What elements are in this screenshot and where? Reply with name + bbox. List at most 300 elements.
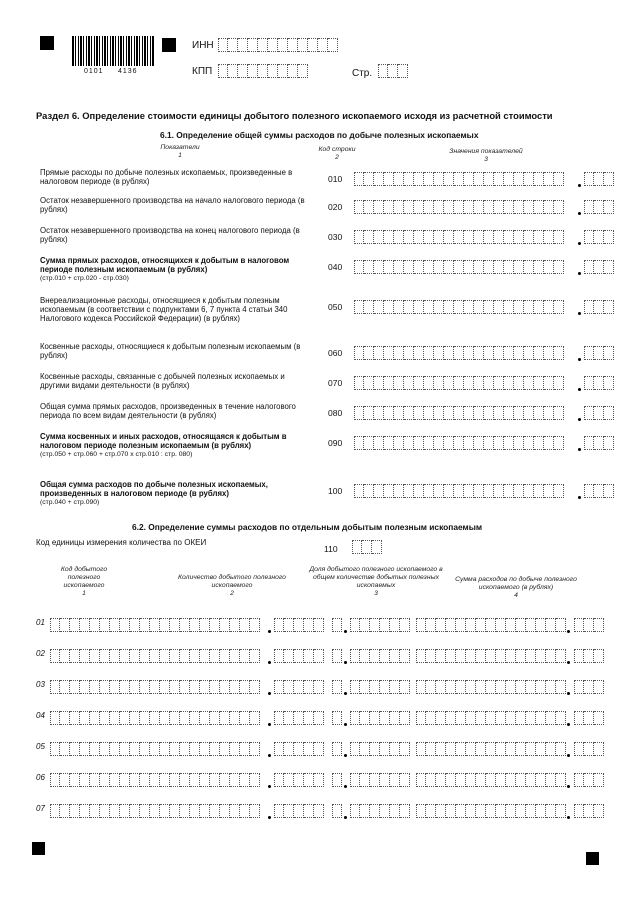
- input-cell[interactable]: [454, 200, 464, 214]
- input-cell[interactable]: [494, 484, 504, 498]
- input-cell[interactable]: [80, 649, 90, 663]
- input-cell[interactable]: [524, 376, 534, 390]
- input-cell[interactable]: [304, 742, 314, 756]
- input-cell[interactable]: [534, 376, 544, 390]
- input-cell[interactable]: [220, 804, 230, 818]
- input-cell[interactable]: [304, 618, 314, 632]
- input-cell[interactable]: [200, 804, 210, 818]
- share-integer-field[interactable]: [332, 680, 342, 694]
- input-cell[interactable]: [210, 773, 220, 787]
- input-cell[interactable]: [200, 742, 210, 756]
- input-cell[interactable]: [416, 680, 426, 694]
- input-cell[interactable]: [150, 742, 160, 756]
- input-cell[interactable]: [354, 406, 364, 420]
- input-cell[interactable]: [494, 346, 504, 360]
- input-cell[interactable]: [546, 773, 556, 787]
- expense-integer-field[interactable]: [416, 618, 566, 632]
- input-cell[interactable]: [400, 742, 410, 756]
- input-cell[interactable]: [424, 300, 434, 314]
- input-cell[interactable]: [354, 200, 364, 214]
- input-cell[interactable]: [140, 742, 150, 756]
- input-cell[interactable]: [514, 230, 524, 244]
- input-cell[interactable]: [220, 649, 230, 663]
- input-cell[interactable]: [416, 649, 426, 663]
- input-cell[interactable]: [594, 300, 604, 314]
- input-cell[interactable]: [456, 742, 466, 756]
- input-cell[interactable]: [504, 436, 514, 450]
- input-cell[interactable]: [350, 649, 360, 663]
- value-fraction-field[interactable]: [584, 230, 614, 244]
- input-cell[interactable]: [544, 346, 554, 360]
- input-cell[interactable]: [424, 406, 434, 420]
- input-cell[interactable]: [218, 64, 228, 78]
- input-cell[interactable]: [190, 618, 200, 632]
- input-cell[interactable]: [90, 804, 100, 818]
- input-cell[interactable]: [130, 618, 140, 632]
- input-cell[interactable]: [400, 649, 410, 663]
- input-cell[interactable]: [546, 618, 556, 632]
- input-cell[interactable]: [250, 618, 260, 632]
- input-cell[interactable]: [414, 300, 424, 314]
- input-cell[interactable]: [190, 804, 200, 818]
- input-cell[interactable]: [594, 773, 604, 787]
- input-cell[interactable]: [180, 804, 190, 818]
- inn-field[interactable]: [218, 38, 338, 52]
- input-cell[interactable]: [374, 346, 384, 360]
- input-cell[interactable]: [370, 742, 380, 756]
- input-cell[interactable]: [556, 649, 566, 663]
- input-cell[interactable]: [364, 346, 374, 360]
- input-cell[interactable]: [444, 436, 454, 450]
- input-cell[interactable]: [404, 376, 414, 390]
- input-cell[interactable]: [436, 649, 446, 663]
- input-cell[interactable]: [414, 436, 424, 450]
- input-cell[interactable]: [584, 406, 594, 420]
- input-cell[interactable]: [434, 200, 444, 214]
- input-cell[interactable]: [436, 773, 446, 787]
- input-cell[interactable]: [50, 773, 60, 787]
- input-cell[interactable]: [350, 773, 360, 787]
- input-cell[interactable]: [594, 230, 604, 244]
- quantity-integer-field[interactable]: [50, 804, 260, 818]
- input-cell[interactable]: [494, 200, 504, 214]
- input-cell[interactable]: [496, 804, 506, 818]
- input-cell[interactable]: [130, 680, 140, 694]
- input-cell[interactable]: [130, 711, 140, 725]
- input-cell[interactable]: [180, 773, 190, 787]
- input-cell[interactable]: [454, 376, 464, 390]
- input-cell[interactable]: [210, 649, 220, 663]
- input-cell[interactable]: [374, 260, 384, 274]
- value-integer-field[interactable]: [354, 260, 564, 274]
- input-cell[interactable]: [268, 38, 278, 52]
- input-cell[interactable]: [372, 540, 382, 554]
- input-cell[interactable]: [584, 804, 594, 818]
- input-cell[interactable]: [516, 618, 526, 632]
- input-cell[interactable]: [90, 711, 100, 725]
- input-cell[interactable]: [380, 773, 390, 787]
- input-cell[interactable]: [230, 804, 240, 818]
- input-cell[interactable]: [484, 436, 494, 450]
- input-cell[interactable]: [100, 680, 110, 694]
- input-cell[interactable]: [374, 200, 384, 214]
- quantity-integer-field[interactable]: [50, 742, 260, 756]
- input-cell[interactable]: [464, 346, 474, 360]
- input-cell[interactable]: [400, 711, 410, 725]
- input-cell[interactable]: [534, 300, 544, 314]
- input-cell[interactable]: [554, 172, 564, 186]
- input-cell[interactable]: [466, 773, 476, 787]
- input-cell[interactable]: [524, 200, 534, 214]
- input-cell[interactable]: [484, 172, 494, 186]
- input-cell[interactable]: [426, 618, 436, 632]
- input-cell[interactable]: [170, 649, 180, 663]
- input-cell[interactable]: [180, 618, 190, 632]
- input-cell[interactable]: [526, 773, 536, 787]
- input-cell[interactable]: [514, 300, 524, 314]
- input-cell[interactable]: [484, 300, 494, 314]
- input-cell[interactable]: [210, 680, 220, 694]
- input-cell[interactable]: [332, 742, 342, 756]
- input-cell[interactable]: [140, 773, 150, 787]
- input-cell[interactable]: [544, 436, 554, 450]
- input-cell[interactable]: [140, 711, 150, 725]
- input-cell[interactable]: [414, 484, 424, 498]
- input-cell[interactable]: [496, 618, 506, 632]
- input-cell[interactable]: [486, 649, 496, 663]
- input-cell[interactable]: [110, 711, 120, 725]
- input-cell[interactable]: [524, 484, 534, 498]
- input-cell[interactable]: [398, 64, 408, 78]
- input-cell[interactable]: [70, 711, 80, 725]
- input-cell[interactable]: [394, 346, 404, 360]
- input-cell[interactable]: [484, 260, 494, 274]
- input-cell[interactable]: [268, 64, 278, 78]
- input-cell[interactable]: [514, 436, 524, 450]
- input-cell[interactable]: [332, 618, 342, 632]
- input-cell[interactable]: [594, 200, 604, 214]
- input-cell[interactable]: [60, 773, 70, 787]
- input-cell[interactable]: [604, 346, 614, 360]
- quantity-fraction-field[interactable]: [274, 773, 324, 787]
- quantity-fraction-field[interactable]: [274, 742, 324, 756]
- input-cell[interactable]: [70, 773, 80, 787]
- input-cell[interactable]: [594, 406, 604, 420]
- input-cell[interactable]: [524, 346, 534, 360]
- input-cell[interactable]: [446, 804, 456, 818]
- input-cell[interactable]: [584, 773, 594, 787]
- input-cell[interactable]: [464, 200, 474, 214]
- input-cell[interactable]: [210, 742, 220, 756]
- input-cell[interactable]: [534, 484, 544, 498]
- input-cell[interactable]: [526, 649, 536, 663]
- input-cell[interactable]: [190, 711, 200, 725]
- input-cell[interactable]: [380, 742, 390, 756]
- input-cell[interactable]: [60, 711, 70, 725]
- input-cell[interactable]: [504, 260, 514, 274]
- input-cell[interactable]: [380, 649, 390, 663]
- input-cell[interactable]: [494, 260, 504, 274]
- input-cell[interactable]: [394, 200, 404, 214]
- share-integer-field[interactable]: [332, 773, 342, 787]
- input-cell[interactable]: [350, 804, 360, 818]
- input-cell[interactable]: [364, 230, 374, 244]
- input-cell[interactable]: [544, 376, 554, 390]
- input-cell[interactable]: [390, 680, 400, 694]
- input-cell[interactable]: [110, 742, 120, 756]
- value-integer-field[interactable]: [354, 484, 564, 498]
- input-cell[interactable]: [546, 649, 556, 663]
- input-cell[interactable]: [454, 406, 464, 420]
- input-cell[interactable]: [240, 618, 250, 632]
- input-cell[interactable]: [536, 773, 546, 787]
- input-cell[interactable]: [364, 376, 374, 390]
- input-cell[interactable]: [464, 484, 474, 498]
- input-cell[interactable]: [314, 773, 324, 787]
- input-cell[interactable]: [278, 64, 288, 78]
- input-cell[interactable]: [434, 260, 444, 274]
- input-cell[interactable]: [150, 618, 160, 632]
- input-cell[interactable]: [400, 680, 410, 694]
- input-cell[interactable]: [604, 300, 614, 314]
- input-cell[interactable]: [594, 260, 604, 274]
- input-cell[interactable]: [474, 406, 484, 420]
- input-cell[interactable]: [384, 346, 394, 360]
- input-cell[interactable]: [416, 804, 426, 818]
- input-cell[interactable]: [554, 376, 564, 390]
- input-cell[interactable]: [554, 300, 564, 314]
- share-integer-field[interactable]: [332, 711, 342, 725]
- input-cell[interactable]: [70, 680, 80, 694]
- input-cell[interactable]: [150, 649, 160, 663]
- input-cell[interactable]: [240, 773, 250, 787]
- input-cell[interactable]: [446, 742, 456, 756]
- input-cell[interactable]: [534, 346, 544, 360]
- input-cell[interactable]: [544, 230, 554, 244]
- input-cell[interactable]: [554, 406, 564, 420]
- input-cell[interactable]: [328, 38, 338, 52]
- input-cell[interactable]: [494, 376, 504, 390]
- input-cell[interactable]: [120, 680, 130, 694]
- input-cell[interactable]: [70, 804, 80, 818]
- input-cell[interactable]: [476, 680, 486, 694]
- input-cell[interactable]: [220, 680, 230, 694]
- input-cell[interactable]: [394, 436, 404, 450]
- share-fraction-field[interactable]: [350, 618, 410, 632]
- input-cell[interactable]: [514, 484, 524, 498]
- input-cell[interactable]: [388, 64, 398, 78]
- input-cell[interactable]: [474, 260, 484, 274]
- input-cell[interactable]: [574, 711, 584, 725]
- input-cell[interactable]: [446, 649, 456, 663]
- input-cell[interactable]: [278, 38, 288, 52]
- input-cell[interactable]: [370, 804, 380, 818]
- input-cell[interactable]: [100, 742, 110, 756]
- input-cell[interactable]: [594, 742, 604, 756]
- expense-integer-field[interactable]: [416, 742, 566, 756]
- input-cell[interactable]: [424, 230, 434, 244]
- input-cell[interactable]: [274, 649, 284, 663]
- input-cell[interactable]: [434, 230, 444, 244]
- input-cell[interactable]: [274, 618, 284, 632]
- input-cell[interactable]: [394, 376, 404, 390]
- input-cell[interactable]: [380, 680, 390, 694]
- input-cell[interactable]: [160, 680, 170, 694]
- input-cell[interactable]: [416, 711, 426, 725]
- input-cell[interactable]: [516, 649, 526, 663]
- input-cell[interactable]: [486, 618, 496, 632]
- input-cell[interactable]: [416, 773, 426, 787]
- input-cell[interactable]: [494, 230, 504, 244]
- input-cell[interactable]: [294, 711, 304, 725]
- input-cell[interactable]: [384, 484, 394, 498]
- input-cell[interactable]: [404, 346, 414, 360]
- input-cell[interactable]: [220, 618, 230, 632]
- input-cell[interactable]: [304, 804, 314, 818]
- input-cell[interactable]: [360, 711, 370, 725]
- input-cell[interactable]: [130, 742, 140, 756]
- input-cell[interactable]: [394, 484, 404, 498]
- input-cell[interactable]: [554, 230, 564, 244]
- share-fraction-field[interactable]: [350, 773, 410, 787]
- input-cell[interactable]: [444, 260, 454, 274]
- expense-fraction-field[interactable]: [574, 804, 604, 818]
- input-cell[interactable]: [160, 742, 170, 756]
- input-cell[interactable]: [332, 649, 342, 663]
- input-cell[interactable]: [536, 618, 546, 632]
- input-cell[interactable]: [594, 376, 604, 390]
- input-cell[interactable]: [426, 711, 436, 725]
- input-cell[interactable]: [484, 230, 494, 244]
- input-cell[interactable]: [506, 742, 516, 756]
- input-cell[interactable]: [404, 300, 414, 314]
- input-cell[interactable]: [240, 804, 250, 818]
- input-cell[interactable]: [516, 680, 526, 694]
- input-cell[interactable]: [516, 711, 526, 725]
- input-cell[interactable]: [584, 436, 594, 450]
- input-cell[interactable]: [230, 618, 240, 632]
- input-cell[interactable]: [50, 618, 60, 632]
- quantity-fraction-field[interactable]: [274, 804, 324, 818]
- input-cell[interactable]: [604, 230, 614, 244]
- input-cell[interactable]: [424, 346, 434, 360]
- input-cell[interactable]: [360, 804, 370, 818]
- input-cell[interactable]: [584, 260, 594, 274]
- input-cell[interactable]: [476, 773, 486, 787]
- input-cell[interactable]: [546, 804, 556, 818]
- input-cell[interactable]: [524, 406, 534, 420]
- expense-fraction-field[interactable]: [574, 711, 604, 725]
- input-cell[interactable]: [456, 711, 466, 725]
- input-cell[interactable]: [554, 260, 564, 274]
- input-cell[interactable]: [314, 680, 324, 694]
- input-cell[interactable]: [444, 484, 454, 498]
- input-cell[interactable]: [250, 804, 260, 818]
- input-cell[interactable]: [474, 200, 484, 214]
- input-cell[interactable]: [584, 200, 594, 214]
- input-cell[interactable]: [160, 804, 170, 818]
- share-fraction-field[interactable]: [350, 742, 410, 756]
- input-cell[interactable]: [160, 649, 170, 663]
- input-cell[interactable]: [298, 38, 308, 52]
- input-cell[interactable]: [80, 773, 90, 787]
- input-cell[interactable]: [190, 773, 200, 787]
- share-fraction-field[interactable]: [350, 804, 410, 818]
- input-cell[interactable]: [400, 618, 410, 632]
- input-cell[interactable]: [220, 742, 230, 756]
- share-integer-field[interactable]: [332, 742, 342, 756]
- input-cell[interactable]: [474, 230, 484, 244]
- input-cell[interactable]: [130, 804, 140, 818]
- input-cell[interactable]: [536, 711, 546, 725]
- input-cell[interactable]: [240, 742, 250, 756]
- input-cell[interactable]: [476, 711, 486, 725]
- input-cell[interactable]: [594, 484, 604, 498]
- input-cell[interactable]: [504, 484, 514, 498]
- input-cell[interactable]: [466, 742, 476, 756]
- input-cell[interactable]: [484, 346, 494, 360]
- input-cell[interactable]: [318, 38, 328, 52]
- input-cell[interactable]: [526, 804, 536, 818]
- input-cell[interactable]: [594, 172, 604, 186]
- input-cell[interactable]: [314, 649, 324, 663]
- input-cell[interactable]: [504, 346, 514, 360]
- input-cell[interactable]: [200, 773, 210, 787]
- input-cell[interactable]: [274, 711, 284, 725]
- input-cell[interactable]: [464, 376, 474, 390]
- input-cell[interactable]: [404, 260, 414, 274]
- input-cell[interactable]: [360, 618, 370, 632]
- value-integer-field[interactable]: [354, 346, 564, 360]
- value-integer-field[interactable]: [354, 230, 564, 244]
- input-cell[interactable]: [394, 260, 404, 274]
- input-cell[interactable]: [404, 172, 414, 186]
- quantity-integer-field[interactable]: [50, 618, 260, 632]
- input-cell[interactable]: [50, 680, 60, 694]
- input-cell[interactable]: [140, 804, 150, 818]
- input-cell[interactable]: [284, 773, 294, 787]
- input-cell[interactable]: [384, 260, 394, 274]
- input-cell[interactable]: [484, 200, 494, 214]
- input-cell[interactable]: [294, 649, 304, 663]
- input-cell[interactable]: [200, 711, 210, 725]
- input-cell[interactable]: [238, 64, 248, 78]
- input-cell[interactable]: [200, 649, 210, 663]
- input-cell[interactable]: [360, 649, 370, 663]
- input-cell[interactable]: [180, 680, 190, 694]
- input-cell[interactable]: [90, 773, 100, 787]
- input-cell[interactable]: [556, 711, 566, 725]
- input-cell[interactable]: [274, 680, 284, 694]
- input-cell[interactable]: [248, 38, 258, 52]
- expense-fraction-field[interactable]: [574, 680, 604, 694]
- input-cell[interactable]: [504, 172, 514, 186]
- input-cell[interactable]: [332, 773, 342, 787]
- input-cell[interactable]: [120, 742, 130, 756]
- input-cell[interactable]: [190, 649, 200, 663]
- input-cell[interactable]: [424, 484, 434, 498]
- input-cell[interactable]: [536, 649, 546, 663]
- value-integer-field[interactable]: [354, 376, 564, 390]
- input-cell[interactable]: [70, 618, 80, 632]
- input-cell[interactable]: [506, 649, 516, 663]
- input-cell[interactable]: [486, 773, 496, 787]
- share-integer-field[interactable]: [332, 618, 342, 632]
- input-cell[interactable]: [574, 773, 584, 787]
- value-integer-field[interactable]: [354, 406, 564, 420]
- expense-integer-field[interactable]: [416, 773, 566, 787]
- input-cell[interactable]: [90, 742, 100, 756]
